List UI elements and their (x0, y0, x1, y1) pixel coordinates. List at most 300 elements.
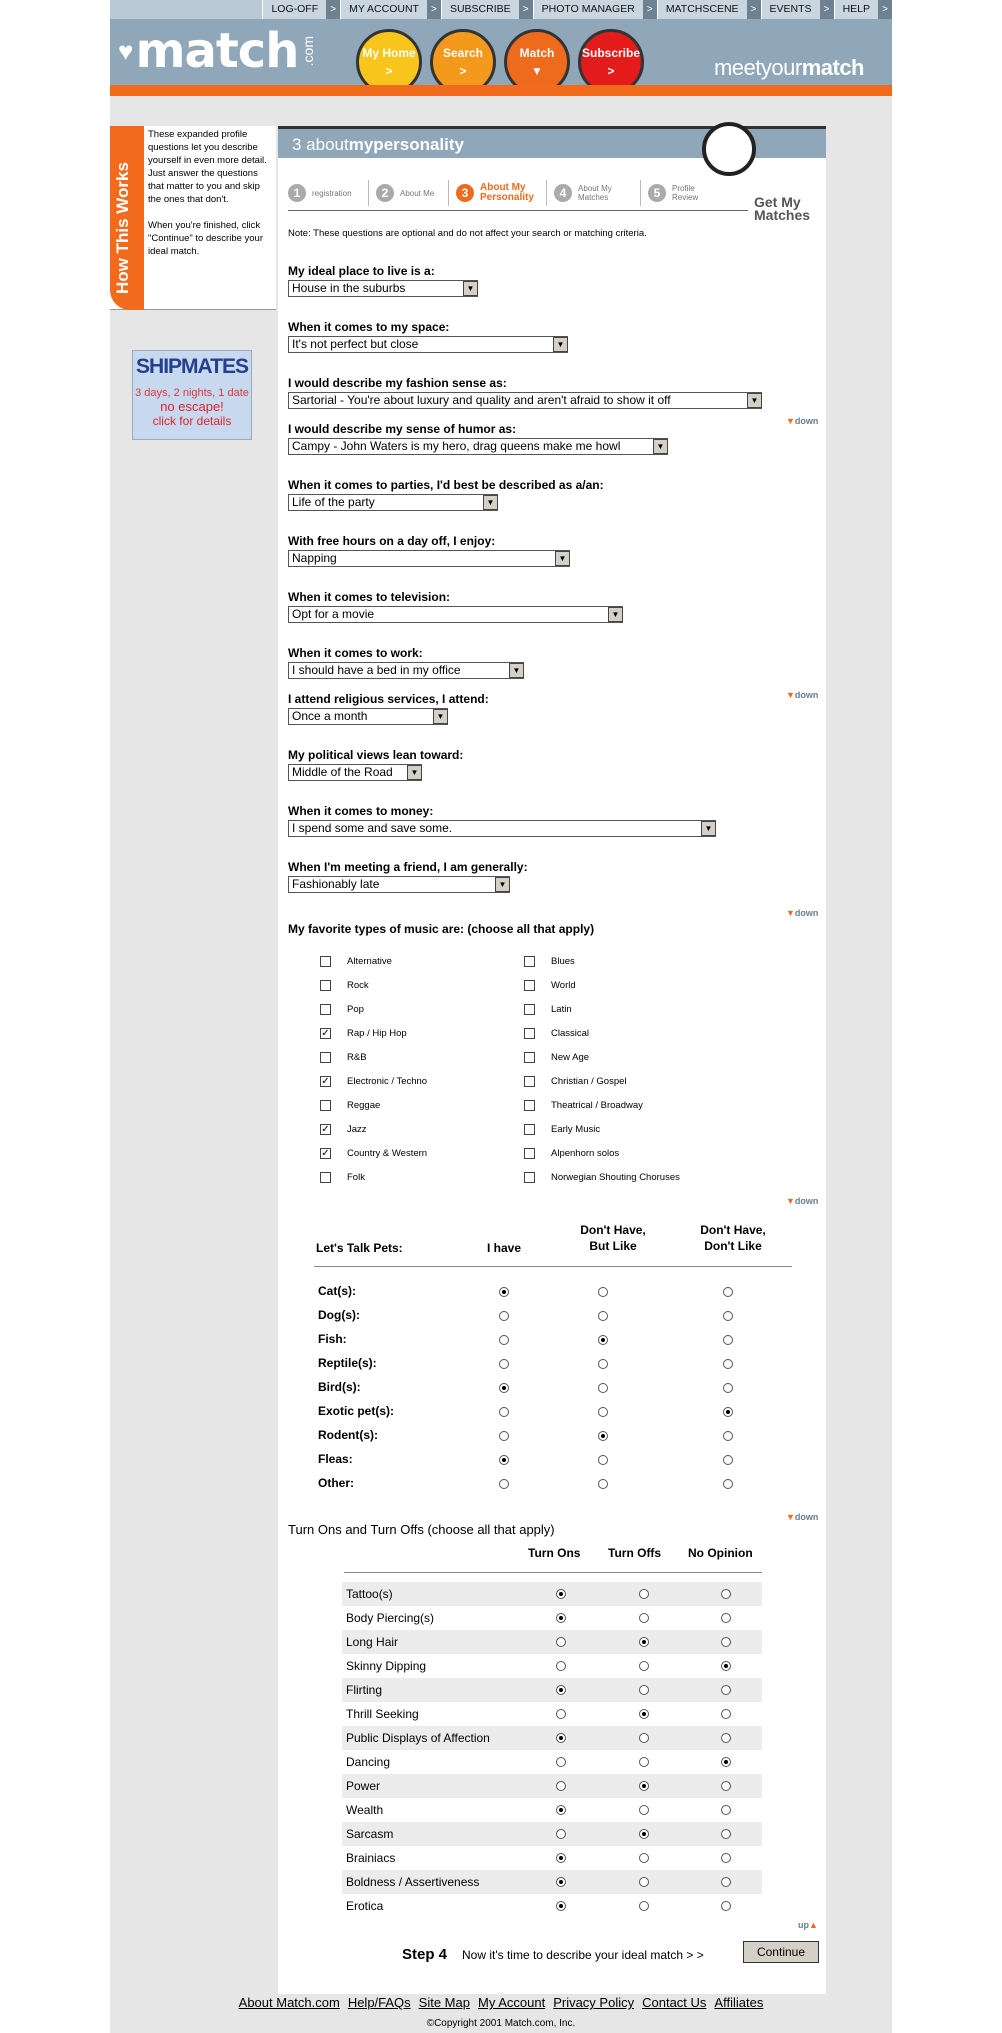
down-link[interactable]: ▼down (786, 690, 819, 700)
music-label: Electronic / Techno (347, 1076, 428, 1087)
pet-label: Exotic pet(s): (318, 1404, 395, 1418)
step-separator (640, 180, 641, 206)
turnon-label: Sarcasm (346, 1827, 394, 1841)
turnon-radio[interactable] (556, 1853, 566, 1863)
pet-radio[interactable] (723, 1431, 733, 1441)
down-link[interactable]: ▼down (786, 416, 819, 426)
turnon-radio[interactable] (556, 1709, 566, 1719)
question-label: My political views lean toward: (288, 748, 464, 762)
turnon-radio[interactable] (556, 1661, 566, 1671)
logo-word: match (135, 23, 299, 79)
music-label: Folk (347, 1172, 365, 1183)
turnon-row (342, 1894, 762, 1918)
music-label: Alpenhorn solos (551, 1148, 620, 1159)
pet-radio[interactable] (499, 1479, 509, 1489)
checkbox[interactable] (524, 1148, 535, 1159)
checkbox[interactable]: ✓ (321, 1028, 330, 1039)
turnon-radio[interactable] (556, 1637, 566, 1647)
checkbox[interactable] (320, 1172, 331, 1183)
checkbox[interactable]: ✓ (321, 1148, 330, 1159)
turnon-radio[interactable] (556, 1685, 566, 1695)
step4-label: Step 4 (402, 1946, 448, 1963)
pets-column-header: I have (486, 1241, 522, 1255)
step-number: 3 (456, 184, 474, 202)
question-label: With free hours on a day off, I enjoy: (288, 534, 496, 548)
music-label: World (551, 980, 576, 991)
site-header (110, 19, 892, 85)
question (288, 534, 570, 567)
turnon-radio[interactable] (639, 1589, 649, 1599)
checkbox[interactable] (320, 1004, 331, 1015)
step4-text: Now it's time to describe your ideal match > > (462, 1948, 704, 1962)
turnon-radio[interactable] (556, 1901, 566, 1911)
select-value: Life of the party (292, 495, 375, 509)
question-select[interactable] (288, 662, 524, 679)
music-option[interactable] (320, 980, 369, 991)
turnons-title: Turn Ons and Turn Offs (choose all that apply) (288, 1522, 555, 1537)
topnav-item[interactable] (834, 0, 892, 19)
dropdown-arrow-icon[interactable]: ▼ (483, 495, 498, 510)
subscribe-label: Subscribe (581, 46, 641, 60)
turnon-row (342, 1750, 762, 1774)
my-home-label: My Home (362, 46, 416, 60)
dropdown-arrow-icon[interactable]: ▼ (407, 765, 422, 780)
step-5 (648, 178, 712, 208)
step-3 (456, 178, 540, 208)
topnav-item[interactable] (761, 0, 834, 19)
pet-radio[interactable] (499, 1407, 509, 1417)
footer-link[interactable]: Site Map (418, 1995, 470, 2010)
question-select[interactable] (288, 820, 716, 837)
checkbox[interactable] (320, 1052, 331, 1063)
chevron-right-icon: > (747, 0, 761, 19)
checkbox[interactable]: ✓ (321, 1124, 330, 1135)
turnon-radio[interactable] (556, 1589, 566, 1599)
match-label: Match (519, 46, 555, 60)
pet-radio[interactable] (723, 1383, 733, 1393)
topnav-item[interactable] (262, 0, 340, 19)
step-label: About Me (400, 188, 435, 198)
step-label: registration (312, 188, 352, 198)
turnons-column-header: No Opinion (688, 1546, 753, 1560)
question-label: When I'm meeting a friend, I am generally: (288, 860, 528, 874)
top-navigation (110, 0, 892, 19)
topnav-item[interactable] (533, 0, 657, 19)
footer-link[interactable]: Help/FAQs (347, 1995, 411, 2010)
turnon-radio[interactable] (556, 1829, 566, 1839)
turnon-radio[interactable] (639, 1853, 649, 1863)
turnon-radio[interactable] (721, 1661, 731, 1671)
select-value: House in the suburbs (292, 281, 406, 295)
chevron-right-icon: > (385, 64, 393, 78)
pet-radio[interactable] (723, 1479, 733, 1489)
question (288, 748, 463, 781)
question-select[interactable] (288, 708, 448, 725)
turnon-radio[interactable] (721, 1637, 731, 1647)
question (288, 590, 623, 623)
question-label: I attend religious services, I attend: (288, 692, 489, 706)
triangle-up-icon: ▲ (809, 1920, 818, 1930)
turnon-radio[interactable] (639, 1877, 649, 1887)
pet-radio[interactable] (598, 1287, 608, 1297)
checkbox[interactable] (524, 1076, 535, 1087)
music-option[interactable] (524, 1052, 589, 1063)
topnav-label: MY ACCOUNT (340, 0, 427, 19)
dropdown-arrow-icon[interactable]: ▼ (747, 393, 762, 408)
pets-column-header: Let's Talk Pets: (316, 1241, 403, 1255)
turnons-column-header: Turn Offs (608, 1546, 662, 1560)
checkbox[interactable] (524, 1172, 535, 1183)
checkbox[interactable] (524, 1124, 535, 1135)
step-4 (554, 178, 618, 208)
music-option[interactable] (524, 1124, 600, 1135)
tagline: meetyourmatch (713, 55, 864, 80)
turnon-row (342, 1606, 762, 1630)
chevron-right-icon: > (427, 0, 441, 19)
triangle-down-icon: ▼ (786, 416, 795, 426)
turnon-row (342, 1654, 762, 1678)
select-value: Opt for a movie (292, 607, 375, 621)
chevron-right-icon: > (820, 0, 834, 19)
chevron-right-icon: > (878, 0, 892, 19)
how-this-works-title: How This Works (113, 162, 132, 294)
search-label: Search (442, 46, 484, 60)
page-container (110, 0, 892, 2033)
pet-label: Other: (318, 1476, 354, 1490)
triangle-down-icon: ▼ (786, 1512, 795, 1522)
turnon-radio[interactable] (556, 1805, 566, 1815)
checkbox[interactable] (320, 1100, 331, 1111)
main-content (278, 126, 826, 1994)
footer-link[interactable]: My Account (477, 1995, 546, 2010)
copyright: ©Copyright 2001 Match.com, Inc. (426, 2018, 576, 2029)
turnon-radio[interactable] (639, 1829, 649, 1839)
turnon-radio[interactable] (639, 1685, 649, 1695)
question-label: When it comes to parties, I'd best be described as a/an: (288, 478, 604, 492)
turnon-radio[interactable] (721, 1709, 731, 1719)
turnons-column-header: Turn Ons (528, 1546, 581, 1560)
ad-line: no escape! (160, 399, 224, 414)
checkbox[interactable] (524, 1100, 535, 1111)
step-2 (376, 178, 440, 208)
turnon-radio[interactable] (721, 1613, 731, 1623)
music-label: Theatrical / Broadway (551, 1100, 643, 1111)
turnon-radio[interactable] (556, 1781, 566, 1791)
pet-radio[interactable] (499, 1287, 509, 1297)
turnon-radio[interactable] (639, 1661, 649, 1671)
checkbox[interactable] (524, 980, 535, 991)
turnon-label: Boldness / Assertiveness (346, 1875, 480, 1889)
triangle-down-icon: ▼ (786, 908, 795, 918)
dropdown-arrow-icon[interactable]: ▼ (553, 337, 568, 352)
steps-underline (288, 210, 748, 211)
music-label: Rap / Hip Hop (347, 1028, 407, 1039)
heart-icon: ♥ (118, 35, 134, 66)
question-select[interactable] (288, 764, 422, 781)
music-label: Pop (347, 1004, 364, 1015)
pet-radio[interactable] (598, 1311, 608, 1321)
ad-title: SHIPMATES (136, 355, 248, 378)
footer-link[interactable]: Affiliates (714, 1995, 764, 2010)
music-label: Rock (347, 980, 369, 991)
checkbox[interactable] (524, 1028, 535, 1039)
turnon-radio[interactable] (721, 1853, 731, 1863)
music-label: R&B (347, 1052, 367, 1063)
ad-line: 3 days, 2 nights, 1 date (135, 387, 249, 399)
music-title: My favorite types of music are: (choose all that apply) (288, 922, 595, 936)
pet-radio[interactable] (499, 1455, 509, 1465)
pet-radio[interactable] (598, 1359, 608, 1369)
turnon-radio[interactable] (639, 1757, 649, 1767)
how-this-works-text: These expanded profile questions let you describe yourself in even more detail. Just answer the questions that matter to you and skip the ones that don't. When you're finished, click "Continue" to describe your ideal match. (148, 129, 267, 257)
question-select[interactable] (288, 606, 623, 623)
turnon-radio[interactable] (556, 1613, 566, 1623)
turnon-label: Skinny Dipping (346, 1659, 427, 1673)
music-option[interactable] (320, 1124, 367, 1135)
topnav-label: HELP (834, 0, 878, 19)
question-label: When it comes to work: (288, 646, 423, 660)
question-select[interactable] (288, 392, 762, 409)
chevron-right-icon: > (607, 64, 615, 78)
match-logo[interactable] (118, 23, 316, 79)
turnon-row (342, 1774, 762, 1798)
question (288, 804, 716, 837)
music-option[interactable] (320, 1148, 427, 1159)
turnon-label: Public Displays of Affection (346, 1731, 490, 1745)
question-select[interactable] (288, 336, 568, 353)
pet-radio[interactable] (499, 1335, 509, 1345)
music-label: Alternative (347, 956, 392, 967)
pet-radio[interactable] (598, 1335, 608, 1345)
question (288, 264, 478, 297)
music-option[interactable] (320, 1028, 407, 1039)
turnon-radio[interactable] (639, 1781, 649, 1791)
topnav-label: EVENTS (761, 0, 820, 19)
select-value: Once a month (292, 709, 368, 723)
topnav-item[interactable] (340, 0, 441, 19)
question-label: I would describe my sense of humor as: (288, 422, 517, 436)
music-option[interactable] (524, 1148, 619, 1159)
page-margin-left (0, 0, 110, 2033)
music-option[interactable] (524, 980, 576, 991)
pets-header-divider (314, 1266, 792, 1267)
progress-steps (288, 178, 818, 223)
step-number: 5 (648, 184, 666, 202)
question (288, 320, 568, 353)
step-number: 4 (554, 184, 572, 202)
music-label: Latin (551, 1004, 572, 1015)
dropdown-arrow-icon[interactable]: ▼ (495, 877, 510, 892)
pet-radio[interactable] (499, 1431, 509, 1441)
checkbox[interactable] (320, 980, 331, 991)
optional-note: Note: These questions are optional and do not affect your search or matching criteria. (288, 228, 647, 239)
turnon-label: Power (346, 1779, 381, 1793)
music-option[interactable] (524, 1004, 572, 1015)
checkbox[interactable] (524, 1052, 535, 1063)
music-option[interactable] (320, 956, 392, 967)
question-label: When it comes to money: (288, 804, 434, 818)
pet-radio[interactable] (598, 1407, 608, 1417)
step-label: About My Personality (480, 182, 534, 203)
question-select[interactable] (288, 876, 510, 893)
page-title: 3 aboutmypersonality (292, 135, 464, 154)
turnon-radio[interactable] (721, 1877, 731, 1887)
question-label: I would describe my fashion sense as: (288, 376, 507, 390)
select-value: Middle of the Road (292, 765, 393, 779)
dropdown-arrow-icon[interactable]: ▼ (608, 607, 623, 622)
turnon-radio[interactable] (721, 1757, 731, 1767)
music-label: Classical (551, 1028, 590, 1039)
question-select[interactable] (288, 280, 478, 297)
down-link[interactable]: ▼down (786, 1196, 819, 1206)
turnon-radio[interactable] (721, 1589, 731, 1599)
pet-radio[interactable] (723, 1359, 733, 1369)
continue-button[interactable]: Continue (743, 1941, 819, 1963)
checkbox[interactable]: ✓ (321, 1076, 330, 1087)
question-select[interactable] (288, 550, 570, 567)
dropdown-arrow-icon[interactable]: ▼ (701, 821, 716, 836)
get-my-matches-label: Get My Matches (754, 194, 811, 223)
turnon-row (342, 1582, 762, 1606)
topnav-item[interactable] (441, 0, 533, 19)
pet-radio[interactable] (598, 1383, 608, 1393)
page-margin-right (892, 0, 1002, 2033)
question-label: When it comes to my space: (288, 320, 450, 334)
footer-link[interactable]: Privacy Policy (553, 1995, 635, 2010)
music-option[interactable] (524, 1028, 589, 1039)
step-separator (368, 180, 369, 206)
question (288, 422, 668, 455)
step-number: 2 (376, 184, 394, 202)
music-option[interactable] (524, 1172, 680, 1183)
turnon-radio[interactable] (721, 1901, 731, 1911)
music-label: Early Music (551, 1124, 601, 1135)
up-link[interactable]: up▲ (798, 1920, 818, 1930)
title-circle-decoration (702, 122, 756, 176)
turnon-row (342, 1870, 762, 1894)
topnav-label: MATCHSCENE (657, 0, 747, 19)
select-value: I spend some and save some. (292, 821, 453, 835)
turnon-radio[interactable] (639, 1733, 649, 1743)
music-option[interactable] (320, 1100, 380, 1111)
pet-radio[interactable] (499, 1359, 509, 1369)
turnon-label: Wealth (346, 1803, 384, 1817)
pet-radio[interactable] (723, 1335, 733, 1345)
pet-label: Dog(s): (318, 1308, 360, 1322)
dropdown-arrow-icon[interactable]: ▼ (463, 281, 478, 296)
pet-radio[interactable] (723, 1287, 733, 1297)
music-option[interactable] (320, 1004, 364, 1015)
chevron-right-icon: > (643, 0, 657, 19)
music-option[interactable] (320, 1052, 367, 1063)
step-separator (448, 180, 449, 206)
checkbox[interactable] (524, 1004, 535, 1015)
pets-column-header: Don't Have, Don't Like (700, 1223, 766, 1253)
topnav-item[interactable] (657, 0, 761, 19)
music-option[interactable] (524, 956, 575, 967)
pet-label: Reptile(s): (318, 1356, 377, 1370)
music-option[interactable] (320, 1076, 427, 1087)
turnon-radio[interactable] (721, 1781, 731, 1791)
how-this-works-tab (110, 126, 144, 310)
music-label: Norwegian Shouting Choruses (551, 1172, 680, 1183)
dropdown-arrow-icon[interactable]: ▼ (555, 551, 570, 566)
checkbox[interactable] (524, 956, 535, 967)
music-option[interactable] (524, 1076, 627, 1087)
turnon-radio[interactable] (721, 1685, 731, 1695)
select-value: Campy - John Waters is my hero, drag queens make me howl (292, 439, 621, 453)
turnon-radio[interactable] (639, 1901, 649, 1911)
turnon-radio[interactable] (721, 1733, 731, 1743)
pet-radio[interactable] (598, 1431, 608, 1441)
turnon-label: Erotica (346, 1899, 384, 1913)
question-select[interactable] (288, 494, 498, 511)
footer-link[interactable]: About Match.com (238, 1995, 340, 2010)
chevron-right-icon: > (459, 64, 467, 78)
shipmates-ad[interactable] (132, 350, 252, 440)
pet-radio[interactable] (723, 1311, 733, 1321)
turnon-radio[interactable] (721, 1805, 731, 1815)
footer-link[interactable]: Contact Us (642, 1995, 707, 2010)
dropdown-arrow-icon[interactable]: ▼ (509, 663, 524, 678)
pet-radio[interactable] (723, 1455, 733, 1465)
turnons-header-divider (344, 1572, 762, 1573)
turnon-row (342, 1798, 762, 1822)
triangle-down-icon: ▼ (531, 64, 543, 78)
turnon-radio[interactable] (721, 1829, 731, 1839)
pet-label: Fleas: (318, 1452, 353, 1466)
step-label: Profile Review (672, 184, 699, 202)
step-separator (546, 180, 547, 206)
dropdown-arrow-icon[interactable]: ▼ (433, 709, 448, 724)
turnon-radio[interactable] (639, 1637, 649, 1647)
turnon-radio[interactable] (639, 1613, 649, 1623)
turnon-radio[interactable] (556, 1733, 566, 1743)
pet-radio[interactable] (499, 1311, 509, 1321)
down-link[interactable]: ▼down (786, 908, 819, 918)
turnon-row (342, 1822, 762, 1846)
turnon-radio[interactable] (556, 1757, 566, 1767)
down-link[interactable]: ▼down (786, 1512, 819, 1522)
music-label: Jazz (347, 1124, 367, 1135)
checkbox[interactable] (320, 956, 331, 967)
step-1 (288, 178, 352, 208)
music-label: Christian / Gospel (551, 1076, 627, 1087)
question-label: When it comes to television: (288, 590, 451, 604)
chevron-right-icon: > (519, 0, 533, 19)
topnav-label: SUBSCRIBE (441, 0, 519, 19)
ad-link[interactable]: click for details (152, 414, 232, 428)
turnon-row (342, 1630, 762, 1654)
turnon-row (342, 1726, 762, 1750)
topnav-label: PHOTO MANAGER (533, 0, 643, 19)
pet-radio[interactable] (598, 1455, 608, 1465)
turnon-radio[interactable] (639, 1805, 649, 1815)
question (288, 478, 604, 511)
music-label: Reggae (347, 1100, 381, 1111)
pet-radio[interactable] (598, 1479, 608, 1489)
turnon-row (342, 1678, 762, 1702)
turnon-radio[interactable] (556, 1877, 566, 1887)
pet-radio[interactable] (723, 1407, 733, 1417)
music-option[interactable] (524, 1100, 643, 1111)
turnon-label: Dancing (346, 1755, 391, 1769)
question-select[interactable] (288, 438, 668, 455)
music-option[interactable] (320, 1172, 365, 1183)
turnon-radio[interactable] (639, 1709, 649, 1719)
dropdown-arrow-icon[interactable]: ▼ (653, 439, 668, 454)
pet-radio[interactable] (499, 1383, 509, 1393)
